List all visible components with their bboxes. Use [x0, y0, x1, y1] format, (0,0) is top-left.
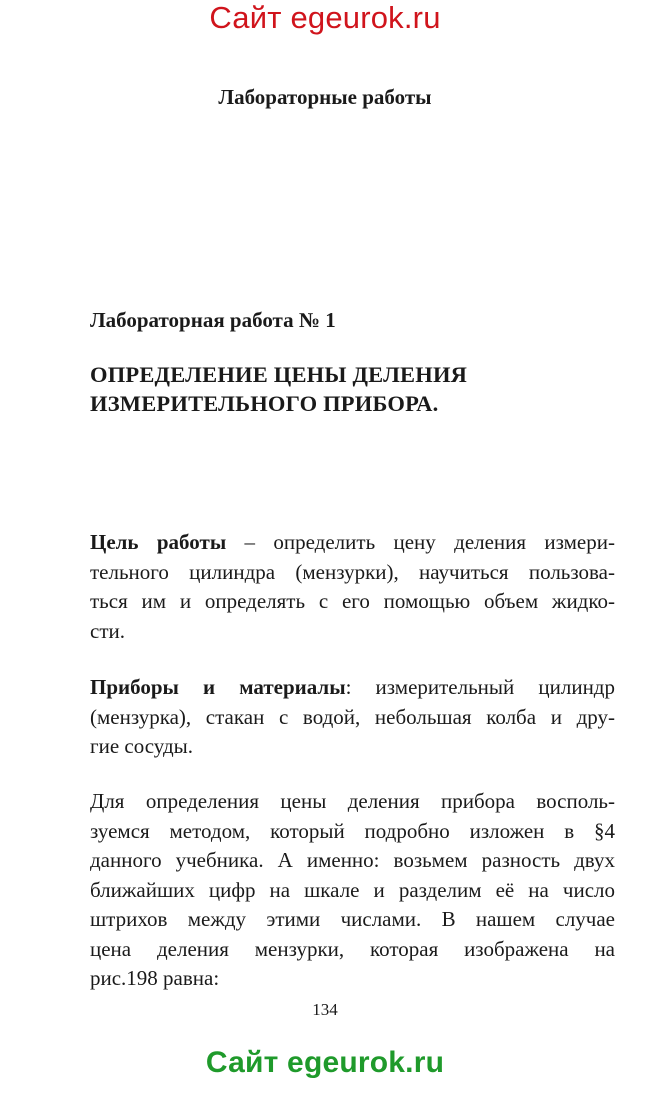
- method-line: цена деления мензурки, которая изображена на: [90, 936, 615, 961]
- goal-line: сти.: [90, 618, 125, 643]
- goal-line: тельного цилиндра (мензурки), научиться пользова-: [90, 559, 615, 584]
- method-line: зуемся методом, который подробно изложен в §4: [90, 818, 615, 843]
- materials-line: гие сосуды.: [90, 734, 194, 758]
- materials-label: Приборы и материалы: [90, 675, 346, 699]
- page-number: 134: [312, 1000, 338, 1019]
- lab-title: [90, 360, 610, 418]
- method-line: Для определения цены деления прибора восполь-: [90, 789, 615, 813]
- materials-line: [90, 673, 615, 703]
- section-title: Лабораторные работы: [218, 85, 432, 109]
- lab-number: Лабораторная работа № 1: [90, 308, 336, 332]
- goal-paragraph: [90, 528, 615, 646]
- goal-line: [90, 528, 615, 558]
- watermark-top: Сайт egeurok.ru: [209, 0, 441, 35]
- materials-paragraph: [90, 673, 615, 762]
- goal-line: ться им и определять с его помощью объем жидко-: [90, 589, 615, 613]
- watermark-bottom: Сайт egeurok.ru: [205, 1046, 445, 1079]
- materials-text: : измерительный цилиндр: [345, 675, 615, 699]
- goal-text: – определить цену деления измери-: [226, 530, 615, 554]
- lab-title-line: ИЗМЕРИТЕЛЬНОГО ПРИБОРА.: [90, 391, 439, 416]
- goal-label: Цель работы: [90, 530, 227, 554]
- method-line: штрихов между этими числами. В нашем случае: [90, 907, 615, 931]
- lab-title-line: ОПРЕДЕЛЕНИЕ ЦЕНЫ ДЕЛЕНИЯ: [90, 362, 468, 387]
- method-line: рис.198 равна:: [90, 966, 220, 990]
- method-paragraph: [90, 787, 615, 994]
- materials-line: (мензурка), стакан с водой, небольшая колба и дру-: [90, 704, 615, 729]
- method-line: данного учебника. А именно: возьмем разность двух: [90, 848, 615, 872]
- method-line: ближайших цифр на шкале и разделим её на число: [90, 877, 615, 902]
